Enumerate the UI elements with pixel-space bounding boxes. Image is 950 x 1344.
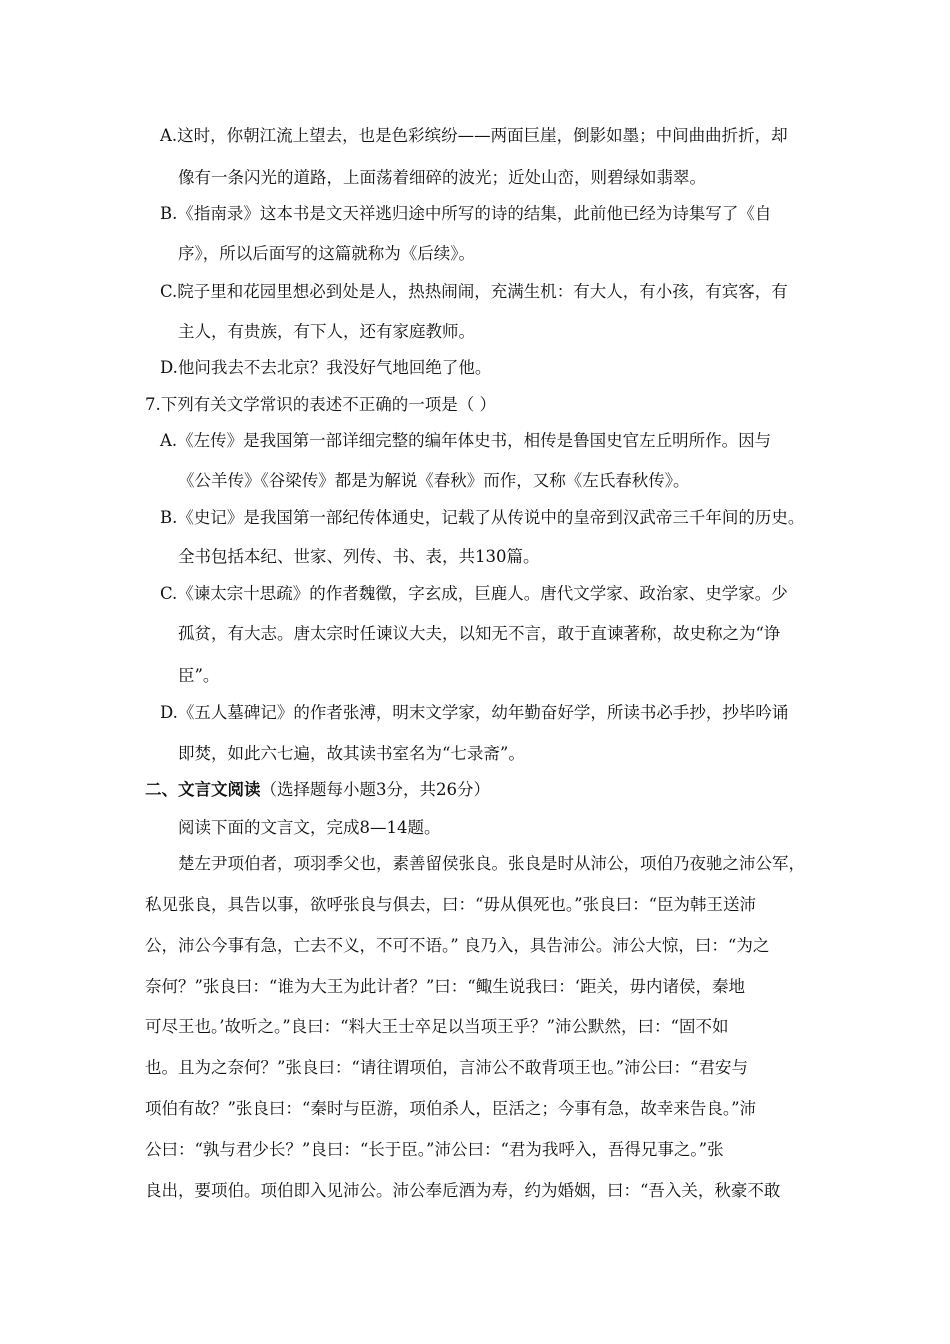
passage-line: 也。且为之奈何？”张良曰：“请往谓项伯，言沛公不敢背项王也。”沛公曰：“君安与	[145, 1058, 748, 1077]
q7-stem: 7.下列有关文学常识的表述不正确的一项是（ ）	[145, 395, 496, 414]
q6-option-b-line1: B.《指南录》这本书是文天祥逃归途中所写的诗的结集，此前他已经为诗集写了《自	[160, 204, 772, 223]
q6-option-b-line2: 序》，所以后面写的这篇就称为《后续》。	[178, 244, 475, 263]
passage-line: 项伯有故？”张良曰：“秦时与臣游，项伯杀人，臣活之；今事有急，故幸来告良。”沛	[145, 1099, 757, 1118]
passage-line: 公曰：“孰与君少长？”良曰：“长于臣。”沛公曰：“君为我呼入，吾得兄事之。”张	[145, 1140, 724, 1159]
q7-option-b-line2: 全书包括本纪、世家、列传、书、表，共130篇。	[178, 547, 540, 566]
passage-line: 奈何？”张良曰：“谁为大王为此计者？”曰：“鲰生说我曰：‘距关，毋内诸侯，秦地	[145, 977, 745, 996]
q7-option-b-line1: B.《史记》是我国第一部纪传体通史，记载了从传说中的皇帝到汉武帝三千年间的历史。	[160, 508, 805, 527]
q7-option-c-line3: 臣”。	[178, 666, 220, 685]
q6-option-a-line1: A.这时，你朝江流上望去，也是色彩缤纷——两面巨崖，倒影如墨；中间曲曲折折，却	[160, 126, 788, 145]
section2-note: （选择题每小题3分，共26分）	[260, 780, 490, 799]
passage-line: 楚左尹项伯者，项羽季父也，素善留侯张良。张良是时从沛公，项伯乃夜驰之沛公军，	[178, 854, 805, 873]
passage-line: 私见张良，具告以事，欲呼张良与俱去，曰：“毋从俱死也。”张良曰：“臣为韩王送沛	[145, 895, 757, 914]
q7-option-d-line2: 即焚，如此六七遍，故其读书室名为“七录斋”。	[178, 744, 525, 763]
q6-option-c-line2: 主人，有贵族，有下人，还有家庭教师。	[178, 322, 475, 341]
section2-heading	[145, 782, 490, 799]
passage-line: 可尽王也。’故听之。”良曰：“料大王士卒足以当项王乎？”沛公默然，曰：“固不如	[145, 1017, 729, 1036]
section2-title: 二、文言文阅读	[145, 780, 261, 799]
q6-option-c-line1: C.院子里和花园里想必到处是人，热热闹闹，充满生机：有大人，有小孩，有宾客，有	[160, 282, 788, 301]
passage-line: 良出，要项伯。项伯即入见沛公。沛公奉卮酒为寿，约为婚姻，曰：“吾入关，秋豪不敢	[145, 1181, 781, 1200]
q7-option-c-line2: 孤贫，有大志。唐太宗时任谏议大夫，以知无不言，敢于直谏著称，故史称之为“诤	[178, 624, 781, 643]
passage-line: 公，沛公今事有急，亡去不义，不可不语。” 良乃入，具告沛公。沛公大惊，曰：“为之	[145, 936, 770, 955]
q7-option-d-line1: D.《五人墓碑记》的作者张溥，明末文学家，幼年勤奋好学，所读书必手抄，抄毕吟诵	[160, 703, 789, 722]
q7-option-a-line2: 《公羊传》《谷梁传》都是为解说《春秋》而作，又称《左氏春秋传》。	[178, 471, 690, 490]
q6-option-d-line1: D.他问我去不去北京？我没好气地回绝了他。	[160, 358, 492, 377]
q7-option-a-line1: A.《左传》是我国第一部详细完整的编年体史书，相传是鲁国史官左丘明所作。因与	[160, 431, 772, 450]
q6-option-a-line2: 像有一条闪光的道路，上面荡着细碎的波光；近处山峦，则碧绿如翡翠。	[178, 168, 706, 187]
q7-option-c-line1: C.《谏太宗十思疏》的作者魏徵，字玄成，巨鹿人。唐代文学家、政治家、史学家。少	[160, 584, 788, 603]
section2-instruction: 阅读下面的文言文，完成8—14题。	[178, 818, 441, 837]
